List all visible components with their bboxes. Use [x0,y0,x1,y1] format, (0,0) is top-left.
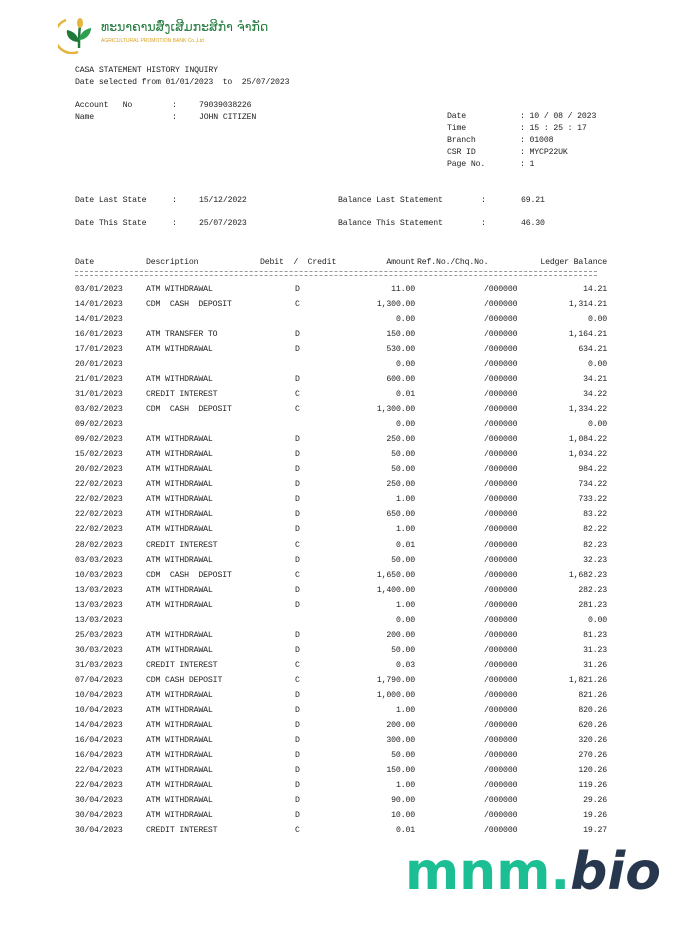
account-no-label: Account No [75,101,133,110]
meta-label: Branch [447,136,476,145]
table-row [0,706,674,721]
cell-description: ATM WITHDRAWAL [146,480,213,490]
cell-date: 20/01/2023 [75,360,123,370]
cell-date: 16/01/2023 [75,330,123,340]
table-row [0,661,674,676]
cell-balance: 1,164.21 [568,330,607,340]
cell-debit-credit: D [295,796,300,806]
cell-ref: /000000 [484,645,518,655]
cell-debit-credit: D [295,495,300,505]
last-state-date: 15/12/2022 [199,196,247,205]
cell-description: ATM WITHDRAWAL [146,285,213,294]
cell-description: ATM WITHDRAWAL [146,645,213,655]
table-row [0,495,674,510]
cell-debit-credit: D [295,600,300,610]
cell-date: 16/04/2023 [75,750,123,760]
table-row [0,525,674,540]
cell-debit-credit: D [295,735,300,745]
cell-balance: 733.22 [578,495,607,505]
cell-balance: 734.22 [578,480,607,490]
cell-date: 14/01/2023 [75,300,123,310]
table-row [0,601,674,616]
cell-description: CDM CASH DEPOSIT [146,675,223,685]
col-ref: Ref.No./Chq.No. [417,258,489,267]
table-row [0,435,674,450]
cell-ref: /000000 [484,555,518,565]
cell-amount: 0.00 [395,315,415,325]
table-row [0,556,674,571]
cell-balance: 120.26 [578,765,607,775]
cell-description: ATM WITHDRAWAL [146,600,213,610]
cell-description: ATM WITHDRAWAL [146,630,213,640]
cell-date: 07/04/2023 [75,675,123,685]
cell-amount: 90.00 [391,796,415,806]
cell-balance: 0.00 [587,315,607,325]
cell-ref: /000000 [484,600,518,610]
cell-balance: 1,334.22 [568,405,607,415]
table-row [0,586,674,601]
cell-amount: 0.00 [395,360,415,370]
meta-label: Page No. [447,160,486,169]
cell-ref: /000000 [484,750,518,760]
cell-ref: /000000 [484,765,518,775]
cell-ref: /000000 [484,360,518,370]
cell-amount: 11.00 [391,285,415,294]
cell-balance: 14.21 [583,285,607,294]
balance-this-label: Balance This Statement [338,219,443,228]
cell-ref: /000000 [484,630,518,640]
cell-balance: 320.26 [578,735,607,745]
table-row [0,571,674,586]
table-row [0,510,674,525]
cell-amount: 0.03 [395,660,415,670]
cell-date: 30/04/2023 [75,811,123,821]
cell-balance: 282.23 [578,585,607,595]
cell-balance: 0.00 [587,615,607,625]
cell-amount: 1.00 [395,525,415,535]
cell-debit-credit: D [295,645,300,655]
cell-ref: /000000 [484,585,518,595]
cell-amount: 1.00 [395,705,415,715]
cell-ref: /000000 [484,495,518,505]
cell-debit-credit: C [295,540,300,550]
cell-ref: /000000 [484,480,518,490]
cell-date: 22/02/2023 [75,495,123,505]
cell-date: 10/04/2023 [75,690,123,700]
cell-debit-credit: D [295,435,300,445]
cell-date: 13/03/2023 [75,600,123,610]
cell-ref: /000000 [484,345,518,355]
cell-amount: 1,650.00 [376,570,415,580]
cell-ref: /000000 [484,465,518,475]
cell-amount: 0.01 [395,826,415,836]
cell-description: ATM WITHDRAWAL [146,525,213,535]
cell-ref: /000000 [484,720,518,730]
table-row [0,736,674,751]
cell-amount: 0.00 [395,615,415,625]
table-row [0,285,674,300]
cell-amount: 0.01 [395,390,415,400]
name-label: Name [75,113,95,122]
cell-description: CDM CASH DEPOSIT [146,570,232,580]
table-row [0,796,674,811]
table-row [0,826,674,841]
cell-amount: 250.00 [386,480,415,490]
cell-balance: 1,821.26 [568,675,607,685]
cell-debit-credit: D [295,765,300,775]
cell-debit-credit: D [295,330,300,340]
meta-label: CSR ID [447,148,476,157]
cell-balance: 32.23 [583,555,607,565]
cell-amount: 1,300.00 [376,300,415,310]
colon: : [172,219,177,228]
this-state-label: Date This State [75,219,147,228]
table-row [0,781,674,796]
cell-ref: /000000 [484,375,518,385]
table-row [0,646,674,661]
cell-debit-credit: C [295,826,300,836]
cell-ref: /000000 [484,390,518,400]
cell-date: 09/02/2023 [75,420,123,430]
cell-amount: 1,400.00 [376,585,415,595]
cell-balance: 119.26 [578,780,607,790]
cell-debit-credit: D [295,525,300,535]
table-row [0,315,674,330]
table-row [0,360,674,375]
col-date: Date [75,258,95,267]
cell-ref: /000000 [484,735,518,745]
cell-date: 03/01/2023 [75,285,123,294]
cell-debit-credit: D [295,780,300,790]
cell-ref: /000000 [484,570,518,580]
balance-this: 46.30 [521,219,545,228]
meta-value: : MYCP22UK [520,148,568,157]
table-row [0,420,674,435]
cell-amount: 50.00 [391,450,415,460]
cell-balance: 1,314.21 [568,300,607,310]
cell-balance: 83.22 [583,510,607,520]
watermark [405,842,661,902]
cell-date: 17/01/2023 [75,345,123,355]
cell-ref: /000000 [484,330,518,340]
cell-balance: 82.22 [583,525,607,535]
cell-balance: 31.26 [583,660,607,670]
table-row [0,465,674,480]
cell-ref: /000000 [484,540,518,550]
cell-date: 09/02/2023 [75,435,123,445]
cell-description: ATM WITHDRAWAL [146,465,213,475]
cell-amount: 1,000.00 [376,690,415,700]
table-row [0,300,674,315]
table-row [0,631,674,646]
cell-ref: /000000 [484,315,518,325]
cell-date: 14/01/2023 [75,315,123,325]
cell-amount: 650.00 [386,510,415,520]
table-row [0,541,674,556]
cell-date: 30/04/2023 [75,826,123,836]
cell-debit-credit: D [295,510,300,520]
cell-date: 30/04/2023 [75,796,123,806]
cell-debit-credit: C [295,570,300,580]
cell-amount: 0.01 [395,540,415,550]
cell-debit-credit: D [295,375,300,385]
cell-debit-credit: C [295,405,300,415]
cell-debit-credit: C [295,300,300,310]
cell-ref: /000000 [484,420,518,430]
table-row [0,751,674,766]
cell-description: CDM CASH DEPOSIT [146,405,232,415]
report-title: CASA STATEMENT HISTORY INQUIRY [75,66,218,75]
date-range: Date selected from 01/01/2023 to 25/07/2023 [75,78,290,87]
col-debit-credit: Debit / Credit [260,258,337,267]
cell-date: 31/01/2023 [75,390,123,400]
cell-balance: 81.23 [583,630,607,640]
cell-date: 21/01/2023 [75,375,123,385]
bank-name-english: AGRICULTURAL PROMOTION BANK Co.,Ltd [101,38,204,44]
table-row [0,811,674,826]
cell-balance: 1,084.22 [568,435,607,445]
col-description: Description [146,258,199,267]
cell-description: ATM WITHDRAWAL [146,720,213,730]
cell-date: 25/03/2023 [75,630,123,640]
cell-description: CREDIT INTEREST [146,540,218,550]
cell-debit-credit: D [295,690,300,700]
cell-ref: /000000 [484,450,518,460]
cell-date: 20/02/2023 [75,465,123,475]
table-row [0,676,674,691]
cell-debit-credit: D [295,720,300,730]
cell-date: 22/04/2023 [75,780,123,790]
watermark-part2: bio [570,842,661,902]
cell-balance: 19.27 [583,826,607,836]
cell-ref: /000000 [484,675,518,685]
cell-amount: 600.00 [386,375,415,385]
cell-debit-credit: D [295,285,300,294]
this-state-date: 25/07/2023 [199,219,247,228]
last-state-label: Date Last State [75,196,147,205]
cell-balance: 1,034.22 [568,450,607,460]
table-row [0,450,674,465]
cell-balance: 984.22 [578,465,607,475]
cell-balance: 620.26 [578,720,607,730]
cell-description: ATM WITHDRAWAL [146,796,213,806]
cell-balance: 0.00 [587,420,607,430]
cell-amount: 1.00 [395,600,415,610]
cell-ref: /000000 [484,690,518,700]
cell-date: 15/02/2023 [75,450,123,460]
cell-ref: /000000 [484,780,518,790]
cell-balance: 29.26 [583,796,607,806]
cell-amount: 150.00 [386,330,415,340]
meta-label: Date [447,112,467,121]
cell-balance: 31.23 [583,645,607,655]
cell-amount: 1.00 [395,495,415,505]
meta-label: Time [447,124,467,133]
cell-description: ATM WITHDRAWAL [146,765,213,775]
cell-date: 16/04/2023 [75,735,123,745]
cell-description: ATM WITHDRAWAL [146,555,213,565]
cell-balance: 820.26 [578,705,607,715]
table-row [0,345,674,360]
cell-ref: /000000 [484,615,518,625]
cell-date: 03/03/2023 [75,555,123,565]
balance-last-label: Balance Last Statement [338,196,443,205]
cell-description: ATM WITHDRAWAL [146,435,213,445]
cell-amount: 530.00 [386,345,415,355]
cell-debit-credit: D [295,811,300,821]
cell-amount: 1,790.00 [376,675,415,685]
account-no: 79039038226 [199,101,252,110]
table-row [0,721,674,736]
cell-description: ATM WITHDRAWAL [146,750,213,760]
cell-amount: 10.00 [391,811,415,821]
cell-debit-credit: D [295,465,300,475]
cell-ref: /000000 [484,705,518,715]
cell-debit-credit: C [295,390,300,400]
cell-ref: /000000 [484,660,518,670]
table-row [0,405,674,420]
cell-amount: 250.00 [386,435,415,445]
cell-description: ATM WITHDRAWAL [146,811,213,821]
cell-debit-credit: C [295,675,300,685]
cell-date: 31/03/2023 [75,660,123,670]
cell-date: 10/03/2023 [75,570,123,580]
cell-balance: 281.23 [578,600,607,610]
cell-debit-credit: D [295,345,300,355]
cell-ref: /000000 [484,826,518,836]
cell-description: ATM WITHDRAWAL [146,735,213,745]
cell-debit-credit: D [295,705,300,715]
cell-description: ATM WITHDRAWAL [146,690,213,700]
table-row [0,480,674,495]
cell-balance: 0.00 [587,360,607,370]
cell-ref: /000000 [484,285,518,294]
cell-description: ATM WITHDRAWAL [146,450,213,460]
header-divider [75,271,597,276]
cell-ref: /000000 [484,525,518,535]
cell-date: 28/02/2023 [75,540,123,550]
bank-logo [58,14,98,54]
cell-balance: 270.26 [578,750,607,760]
cell-date: 30/03/2023 [75,645,123,655]
cell-debit-credit: D [295,585,300,595]
cell-ref: /000000 [484,811,518,821]
cell-amount: 50.00 [391,645,415,655]
cell-date: 22/02/2023 [75,525,123,535]
cell-date: 22/02/2023 [75,510,123,520]
colon: : [481,219,486,228]
cell-amount: 200.00 [386,720,415,730]
cell-amount: 50.00 [391,465,415,475]
cell-balance: 821.26 [578,690,607,700]
cell-balance: 34.21 [583,375,607,385]
cell-ref: /000000 [484,405,518,415]
cell-balance: 19.26 [583,811,607,821]
cell-description: ATM WITHDRAWAL [146,705,213,715]
cell-balance: 34.22 [583,390,607,400]
cell-debit-credit: D [295,555,300,565]
cell-balance: 82.23 [583,540,607,550]
cell-date: 13/03/2023 [75,585,123,595]
cell-amount: 1,300.00 [376,405,415,415]
cell-description: CREDIT INTEREST [146,390,218,400]
cell-description: ATM WITHDRAWAL [146,495,213,505]
cell-description: CREDIT INTEREST [146,826,218,836]
cell-amount: 300.00 [386,735,415,745]
table-row [0,330,674,345]
cell-amount: 200.00 [386,630,415,640]
cell-amount: 0.00 [395,420,415,430]
balance-last: 69.21 [521,196,545,205]
cell-balance: 1,682.23 [568,570,607,580]
cell-description: ATM WITHDRAWAL [146,345,213,355]
cell-date: 03/02/2023 [75,405,123,415]
cell-description: ATM WITHDRAWAL [146,585,213,595]
col-amount: Amount [386,258,415,267]
cell-amount: 1.00 [395,780,415,790]
cell-description: CDM CASH DEPOSIT [146,300,232,310]
table-row [0,691,674,706]
cell-debit-credit: C [295,660,300,670]
meta-value: : 1 [520,160,535,169]
colon: : [172,113,177,122]
cell-ref: /000000 [484,300,518,310]
cell-date: 13/03/2023 [75,615,123,625]
account-name: JOHN CITIZEN [199,113,257,122]
bank-name-thai: ທະນາຄານສົ່ງເສີມກະສິກຳ ຈຳກັດ [101,19,269,34]
table-row [0,616,674,631]
meta-value: : 10 / 08 / 2023 [520,112,597,121]
table-row [0,766,674,781]
colon: : [172,101,177,110]
table-row [0,390,674,405]
meta-value: : 01008 [520,136,554,145]
cell-debit-credit: D [295,480,300,490]
cell-amount: 150.00 [386,765,415,775]
cell-date: 22/02/2023 [75,480,123,490]
cell-balance: 634.21 [578,345,607,355]
colon: : [172,196,177,205]
table-row [0,375,674,390]
cell-date: 10/04/2023 [75,705,123,715]
cell-description: ATM WITHDRAWAL [146,510,213,520]
cell-debit-credit: D [295,450,300,460]
colon: : [481,196,486,205]
meta-value: : 15 : 25 : 17 [520,124,587,133]
cell-date: 14/04/2023 [75,720,123,730]
cell-description: ATM WITHDRAWAL [146,780,213,790]
cell-description: ATM TRANSFER TO [146,330,218,340]
cell-date: 22/04/2023 [75,765,123,775]
cell-debit-credit: D [295,750,300,760]
cell-description: CREDIT INTEREST [146,660,218,670]
cell-description: ATM WITHDRAWAL [146,375,213,385]
cell-debit-credit: D [295,630,300,640]
cell-amount: 50.00 [391,555,415,565]
col-ledger-balance: Ledger Balance [540,258,607,267]
cell-ref: /000000 [484,510,518,520]
cell-ref: /000000 [484,796,518,806]
cell-ref: /000000 [484,435,518,445]
cell-amount: 50.00 [391,750,415,760]
watermark-part1: mnm. [405,842,571,902]
